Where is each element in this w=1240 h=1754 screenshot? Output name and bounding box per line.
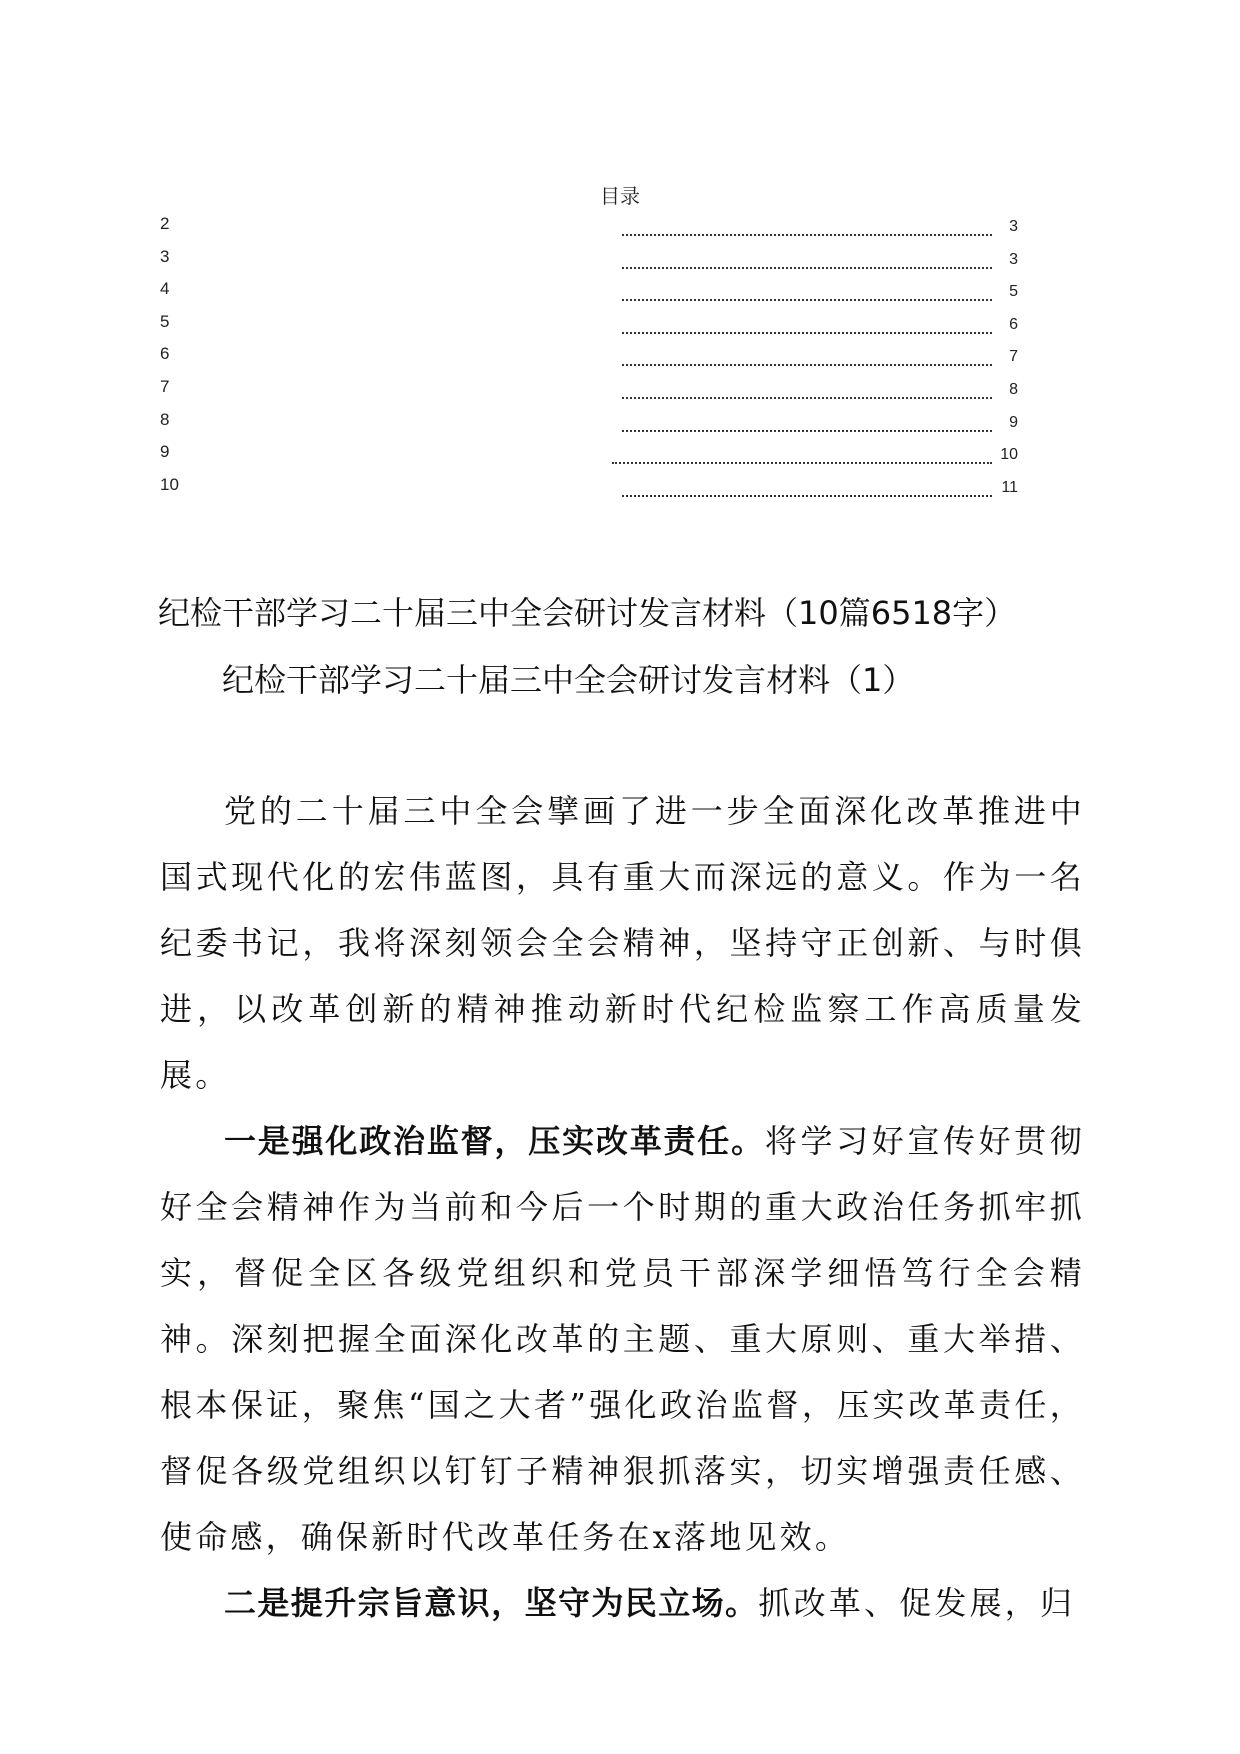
toc-entry-page: 3 [1009, 250, 1018, 268]
toc-entry[interactable] [160, 377, 1020, 410]
toc-leader-dots [622, 251, 992, 269]
toc-entry-number: 10 [160, 474, 179, 494]
toc-entry[interactable] [160, 410, 1020, 443]
toc-entry-number: 3 [160, 246, 170, 266]
toc-leader-dots [622, 479, 992, 497]
toc-entry-page: 3 [1009, 218, 1018, 235]
intro-paragraph: 党的二十届三中全会擘画了进一步全面深化改革推进中国式现代化的宏伟蓝图，具有重大而深远的意义。作为一名纪委书记，我将深刻领会全会精神，坚持守正创新、与时俱进，以改革创新的精神推动新时代纪检监察工作高质量发展。 [160, 792, 1085, 1094]
toc-entry-page: 10 [1000, 446, 1018, 464]
point-one-lead: 一是强化政治监督，压实改革责任。 [224, 1122, 765, 1160]
toc-leader-dots [622, 316, 992, 334]
toc-leader-dots [612, 446, 992, 464]
toc-entry[interactable] [160, 475, 1020, 508]
toc-entry-page: 9 [1009, 413, 1018, 431]
toc-entry-number: 7 [160, 376, 170, 396]
toc-leader-dots [622, 414, 992, 432]
toc-entry-number: 8 [160, 409, 170, 429]
point-one-paragraph [160, 1108, 1085, 1570]
point-two-lead: 二是提升宗旨意识，坚守为民立场。 [224, 1584, 759, 1622]
toc-entry-page: 5 [1009, 283, 1018, 301]
toc-entry[interactable] [160, 312, 1020, 345]
toc-leader-dots [622, 218, 992, 236]
point-one-text: 将学习好宣传好贯彻好全会精神作为当前和今后一个时期的重大政治任务抓牢抓实，督促全区各级党组织和党员干部深学细悟笃行全会精神。深刻把握全面深化改革的主题、重大原则、重大举措、根本保证，聚焦“国之大者”强化政治监督，压实改革责任，督促各级党组织以钉钉子精神狠抓落实，切实增强责任感、使命感，确保新时代改革任务在x落地见效。 [160, 1122, 1085, 1556]
toc-entry-page: 6 [1009, 315, 1018, 333]
point-two-text: 抓改革、促发展，归 [758, 1584, 1076, 1622]
toc-entry-page: 7 [1009, 348, 1018, 366]
toc-entry-number: 4 [160, 279, 170, 299]
toc-entry[interactable] [160, 344, 1020, 377]
toc-entry[interactable] [160, 214, 1020, 247]
document-body [160, 778, 1085, 1636]
toc-entry[interactable] [160, 247, 1020, 280]
toc-entry-number: 9 [160, 442, 170, 462]
toc-leader-dots [622, 381, 992, 399]
document-main-title: 纪检干部学习二十届三中全会研讨发言材料（10篇6518字） [158, 594, 1017, 632]
toc-entry-number: 2 [160, 214, 170, 233]
toc-entry-number: 5 [160, 311, 170, 331]
toc-entry[interactable] [160, 279, 1020, 312]
toc-entry-page: 11 [1001, 478, 1018, 496]
toc-title: 目录 [600, 184, 640, 208]
toc-leader-dots [622, 348, 992, 366]
toc-entry-page: 8 [1009, 380, 1018, 398]
document-subtitle: 纪检干部学习二十届三中全会研讨发言材料（1） [222, 661, 915, 699]
toc-entry[interactable] [160, 442, 1020, 475]
table-of-contents [160, 214, 1020, 507]
toc-leader-dots [622, 283, 992, 301]
toc-entry-number: 6 [160, 344, 170, 364]
point-two-paragraph [160, 1570, 1085, 1636]
